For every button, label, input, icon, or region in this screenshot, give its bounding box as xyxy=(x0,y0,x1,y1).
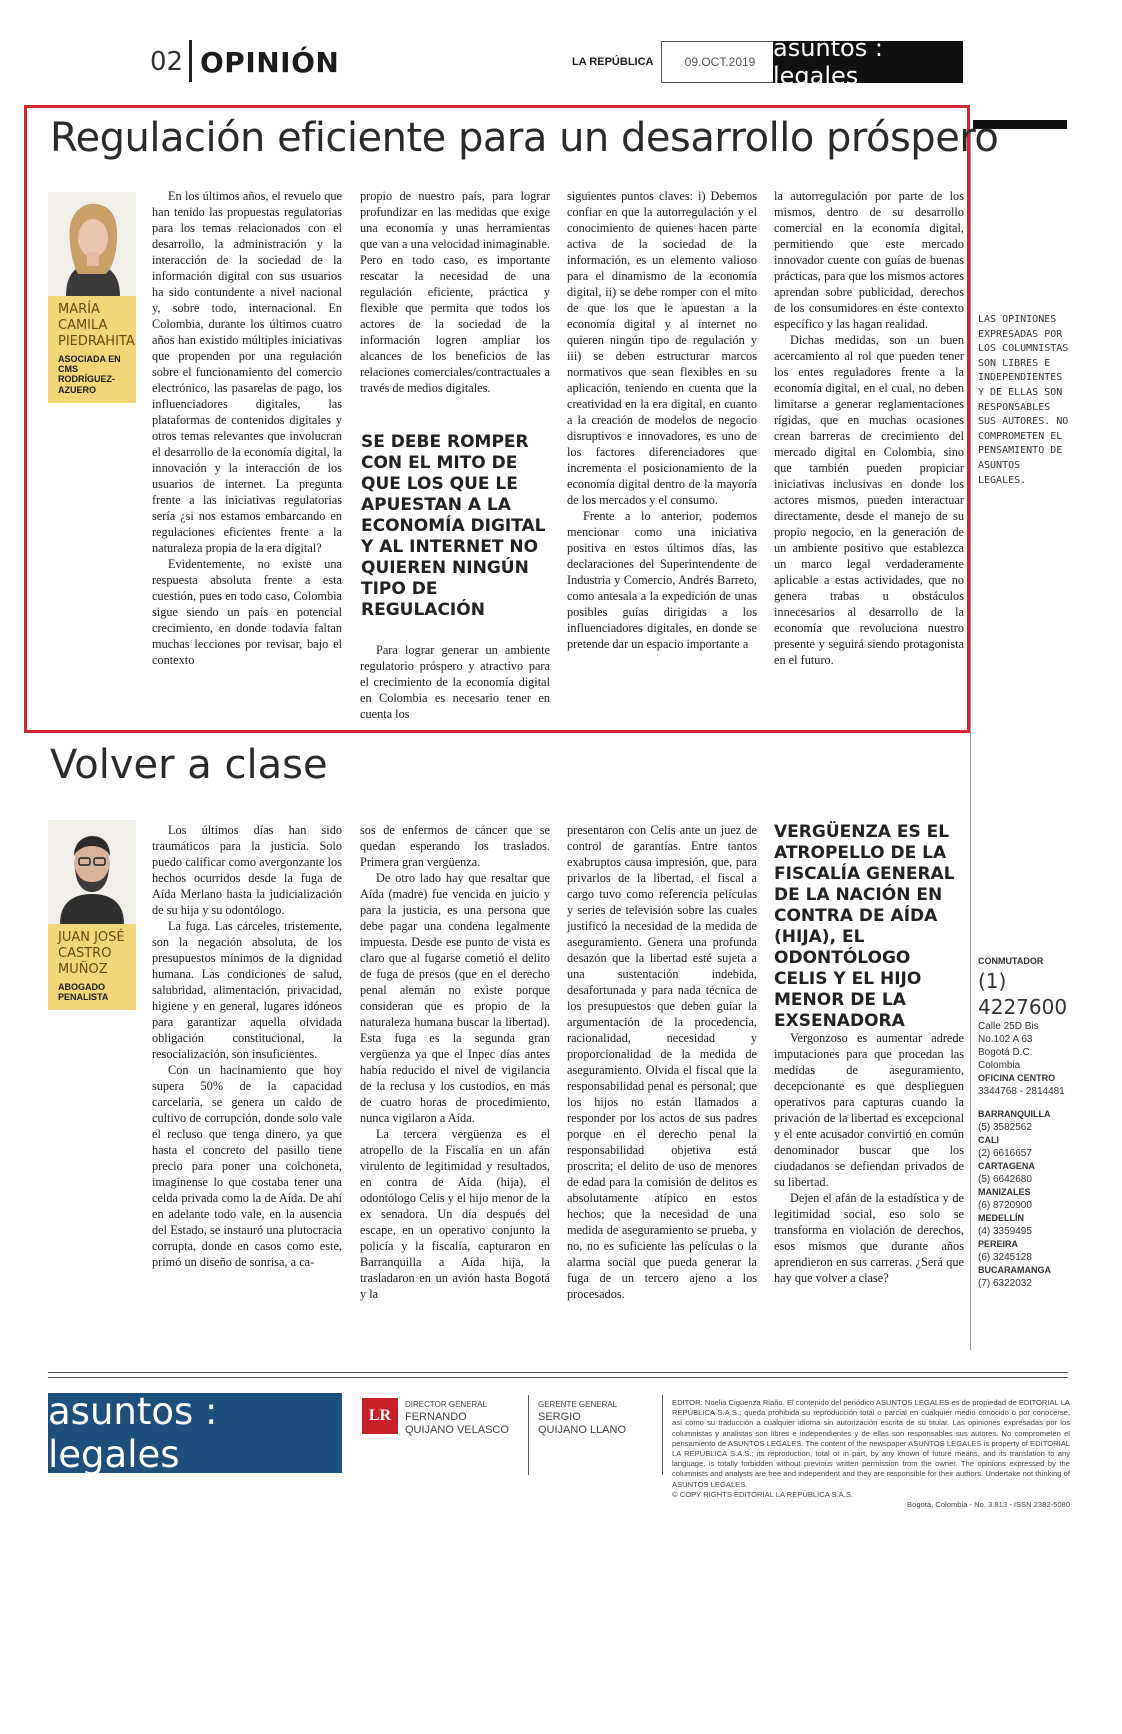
columnist-disclaimer: LAS OPINIONES EXPRESADAS POR LOS COLUMNISTAS SON LIBRES E INDEPENDIENTES Y DE ELLAS SON RESPONSABLES SUS AUTORES. NO COMPROMETEN EL PENSAMIENTO DE ASUNTOS LEGALES. xyxy=(978,314,1069,486)
paragraph: siguientes puntos claves: i) Debemos confiar en que la autorregulación y el conocimiento de quienes hacen parte activa de la sociedad de la información, es un elemento valioso para el dinamismo de la economía digital, ii) se debe romper con el mito de que los que le apuestan a la economía digital y al internet no quieren ningún tipo de regulación y iii) se deben estructurar marcos normativos que sean flexibles en su aplicación, teniendo en cuenta que la creatividad en la era digital, en cuanto a la creación de modelos de negocio disruptivos e innovadores, es uno de los factores diferenciadores que incrementa el posicionamiento de la economía digital dentro de la mayoría de los mercados y el consumo. xyxy=(567,189,757,507)
page-number: 02 xyxy=(150,47,184,77)
city-name: CALI xyxy=(978,1135,999,1145)
paragraph: Con un hacinamiento que hoy supera 50% de la capacidad carcelaria, se genera un caldo de cultivo de corrupción, donde solo vale el recluso que tenga dinero, ya que hasta el concreto del pasillo tiene precio para poner una colchoneta, imagínense lo que costaba tener una celda privada como la de Aída. De ahí en adelante todo vale, en la ausencia del Estado, se instauró una plutocracia corrupta, donde en casos como este, primó un diseño de sonrisa, a ca- xyxy=(152,1063,342,1269)
manager-name: SERGIO xyxy=(538,1411,581,1423)
imprint: Bogotá, Colombia - No. 3.813 - ISSN 2382-5080 xyxy=(907,1500,1070,1510)
paragraph: Dichas medidas, son un buen acercamiento al rol que pueden tener los entes reguladores frente a la economía digital, en el cual, no deben limitarse a generar reglamentaciones rígidas, que en muchas ocasiones crean barreras de crecimiento del mercado digital en Colombia, sino que también pueden propiciar iniciativas inclusivas en donde los actores mismos, pueden interactuar directamente, desde el manejo de su propio negocio, en la generación de un ambiente positivo que establezca un marco legal verdaderamente aplicable a estas actividades, que no genera trabas u obstáculos innecesarios al desarrollo de la economía que revoluciona nuestro presente y seguirá siendo protagonista en el futuro. xyxy=(774,333,964,667)
paragraph: De otro lado hay que resaltar que Aída (madre) fue vencida en juicio y para la justicia, es una persona que debe pagar una condena legalmente impuesta. Desde ese punto de vista es claro que al fugarse cometió el delito de fuga de presos (que en el derecho penal alemán no existe porque consideran que es propio de la naturaleza humana buscar la libertad). Esta fuga es la segunda gran vergüenza ya que el Inpec días antes había reducido el nivel de vigilancia de la reclusa y los custodios, en más de cuatro horas de procedimiento, nunca vigilaron a Aída. xyxy=(360,871,550,1125)
switchboard-number: (1) 4227600 xyxy=(978,969,1068,1019)
footer-rule xyxy=(48,1377,1068,1378)
city-phone: (4) 3359495 xyxy=(978,1226,1032,1237)
author2-photo xyxy=(48,820,136,924)
brand-logo: asuntos : legales xyxy=(773,41,963,83)
copyright: © COPY RIGHTS EDITORIAL LA REPÚBLICA S.A.S. xyxy=(672,1489,854,1499)
article2-column-2 xyxy=(360,822,550,1302)
legal-text: EDITOR: Noelia Cigüenza Riaño. El contenido del periódico ASUNTOS LEGALES es de propiedad de EDITORIAL LA REPÚBLICA S.A.S.; queda prohibida su reproducción total o parcial en cualquier medio conocido o por conocerse, así como su traducción a cualquier idioma sin autorización escrita de su titular. Las opiniones expresadas por los columnistas y analistas son libres e independientes y de ellas son responsables sus autores. No comprometen el pensamiento de ASUNTOS LEGALES. The content of the newspaper ASUNTOS LEGALES is property of EDITORIAL LA REPÚBLICA S.A.S.; its reproduction, total or in part, by any known of future means, and its translation to any language, is totally forbidden without previous written permission from the owner. The opinions expressed by the columnists and analysts are free and independent and they are responsible for their authors. Undertake not thinking of ASUNTOS LEGALES. xyxy=(672,1398,1070,1489)
city-name: MEDELLÍN xyxy=(978,1213,1024,1223)
city-phone: (6) 3245128 xyxy=(978,1252,1032,1263)
article1-column-4 xyxy=(774,188,964,668)
article2-column-1 xyxy=(152,822,342,1270)
address-line: Bogotá D.C. xyxy=(978,1047,1033,1058)
lr-logo: LR xyxy=(362,1398,398,1434)
article1-pullquote: SE DEBE ROMPER CON EL MITO DE QUE LOS QUE LE APUESTAN A LA ECONOMÍA DIGITAL Y AL INTERNET NO QUIEREN NINGÚN TIPO DE REGULACIÓN xyxy=(361,432,546,620)
director-name: QUIJANO VELASCO xyxy=(405,1424,509,1436)
city-name: PEREIRA xyxy=(978,1239,1019,1249)
article2-column-4 xyxy=(774,1030,964,1286)
switchboard-label: CONMUTADOR xyxy=(978,956,1044,966)
footer-rule xyxy=(48,1372,1068,1373)
author2-role: ABOGADO PENALISTA xyxy=(58,981,109,1002)
paragraph: Para lograr generar un ambiente regulatorio próspero y atractivo para el crecimiento de la economía digital en Colombia es necesario tener en cuenta los xyxy=(360,643,550,721)
issue-date: 09.OCT.2019 xyxy=(661,41,779,83)
footer-divider xyxy=(662,1395,663,1475)
paragraph: Los últimos días han sido traumáticos para la justicia. Solo puedo calificar como avergonzante los hechos ocurridos desde la fuga de Aída Merlano hasta la judicialización de su hija y su odontólogo. xyxy=(152,823,342,917)
city-phone: (5) 6642680 xyxy=(978,1174,1032,1185)
paragraph: La tercera vergüenza es el atropello de la Fiscalía en un afán virulento de legitimidad y resultados, en contra de Aída (hija), el odontólogo Celis y el hijo menor de la ex senadora. Un día después del escape, en un operativo conjunto la policía y la fiscalía, capturaron en Barranquilla a Aída hija, la trasladaron en un avión hasta Bogotá y la xyxy=(360,1127,550,1301)
author2-name: JUAN JOSÉ CASTRO MUÑOZ xyxy=(58,930,125,977)
author2-byline xyxy=(48,820,136,1010)
address-line: No.102 A 63 xyxy=(978,1034,1033,1045)
director-name: FERNANDO xyxy=(405,1411,467,1423)
city-phone: (5) 3582562 xyxy=(978,1122,1032,1133)
director-credit xyxy=(405,1398,509,1437)
manager-role: GERENTE GENERAL xyxy=(538,1400,618,1409)
paragraph: propio de nuestro país, para lograr profundizar en las medidas que exige una economía y unas herramientas que van a una velocidad inimaginable. Pero en todo caso, es importante rescatar la necesidad de una regulación eficiente, práctica y flexible que permita que todos los actores de la sociedad de la información logren ampliar los alcances de los beneficios de las relaciones comerciales/contractuales a través de medios digitales. xyxy=(360,189,550,395)
paragraph: presentaron con Celis ante un juez de control de garantías. Entre tantos exabruptos causa impresión, que, para privarlos de la libertad, el fiscal a cargo tuvo como referencia películas y series de televisión sobre las cuales justificó la necesidad de la medida de aseguramiento. Genera una profunda desazón que la libertad esté sujeta a una sustentación indebida, desafortunada y para nada técnica de los presupuestos que deben guiar la argumentación de la procedencia, racionalidad, necesidad y proporcionalidad de la medida de aseguramiento. Olvida el fiscal que la responsabilidad penal es personal; que los hijos no están llamados a responder por los actos de sus padres porque en el derecho penal la responsabilidad objetiva está proscrita; el delito de uso de menores de edad para la comisión de delitos es absolutamente atípico en estos hechos; que la necesidad de una medida de aseguramiento se prueba, y no, no es suficiente las películas o la alarma social que pueda generar la fuga de un tercero ajeno a los procesados. xyxy=(567,823,757,1301)
city-name: CARTAGENA xyxy=(978,1161,1035,1171)
header-divider xyxy=(189,40,192,82)
paragraph: Evidentemente, no existe una respuesta absoluta frente a esta cuestión, pues en todo caso, Colombia sigue siendo un país en potencial crecimiento, en donde todavía faltan muchas lecciones por revisar, bajo el contexto xyxy=(152,557,342,667)
city-name: BUCARAMANGA xyxy=(978,1265,1051,1275)
article1-column-3 xyxy=(567,188,757,652)
city-phone: (7) 6322032 xyxy=(978,1278,1032,1289)
city-phone: (2) 6616657 xyxy=(978,1148,1032,1159)
paragraph: sos de enfermos de cáncer que se quedan esperando los traslados. Primera gran vergüenza. xyxy=(360,823,550,869)
newspaper-name: LA REPÚBLICA xyxy=(572,56,654,68)
central-office-label: OFICINA CENTRO xyxy=(978,1073,1056,1083)
central-office-phone: 3344768 - 2814481 xyxy=(978,1086,1065,1097)
paragraph: Vergonzoso es aumentar adrede imputaciones para que procedan las medidas de aseguramiento, decepcionante es que desplieguen operativos para capturas cuando la privación de la libertad es excepcional y el ente acusador convirtió en común denominador buscar que los ciudadanos se defiendan privados de su libertad. xyxy=(774,1031,964,1189)
footer-brand-logo: asuntos : legales xyxy=(48,1393,342,1473)
manager-credit xyxy=(538,1398,626,1437)
paragraph: la autorregulación por parte de los mismos, dentro de su desarrollo comercial en la economía digital, permitiendo que este mercado innovador cuente con guías de buenas prácticas, para que los mismos actores aprendan sobre publicidad, derechos de los consumidores en éste contexto específico y las hagan realidad. xyxy=(774,189,964,331)
paragraph: En los últimos años, el revuelo que han tenido las propuestas regulatorias para los temas relacionados con el desarrollo, la administración y la interacción de la sociedad de la información digital con sus usuarios ha sido contundente a nivel nacional y, sobre todo, internacional. En Colombia, durante los últimos cuatro años han existido múltiples iniciativas que propenden por una regulación sobre el funcionamiento del comercio electrónico, las pasarelas de pago, los influenciadores digitales, las plataformas de contenidos digitales y otros temas relevantes que involucran el desarrollo de la economía digital, la innovación y la interacción de los usuarios de internet. La pregunta frente a las iniciativas regulatorias sería ¿si nos estamos embarcando en regulaciones eficientes frente a la naturaleza propia de la era digital? xyxy=(152,189,342,555)
article1-column-1 xyxy=(152,188,342,668)
author1-role: ASOCIADA EN CMS RODRÍGUEZ-AZUERO xyxy=(58,353,121,395)
city-name: MANIZALES xyxy=(978,1187,1031,1197)
article1-column-2b xyxy=(360,642,550,722)
paragraph: Dejen el afán de la estadística y de legitimidad social, eso solo se transforma en violación de derechos, esos mismos que durante años aprendieron en sus carreras. ¿Será que hay que volver a clase? xyxy=(774,1191,964,1285)
article1-title: Regulación eficiente para un desarrollo próspero xyxy=(50,115,999,161)
legal-notice xyxy=(672,1398,1070,1510)
section-title: OPINIÓN xyxy=(200,46,340,79)
manager-name: QUIJANO LLANO xyxy=(538,1424,627,1436)
director-role: DIRECTOR GENERAL xyxy=(405,1400,488,1409)
paragraph: Frente a lo anterior, podemos mencionar como una iniciativa positiva en estos últimos días, las declaraciones del Superintendente de Industria y Comercio, Andrés Barreto, como antesala a la expedición de unas posibles guías dirigidas a los influenciadores digitales, en donde se pretende dar un espacio importante a xyxy=(567,509,757,651)
city-name: BARRANQUILLA xyxy=(978,1109,1051,1119)
article2-pullquote: VERGÜENZA ES EL ATROPELLO DE LA FISCALÍA GENERAL DE LA NACIÓN EN CONTRA DE AÍDA (HIJA), EL ODONTÓLOGO CELIS Y EL HIJO MENOR DE LA EXSENADORA xyxy=(774,822,955,1031)
contact-info xyxy=(978,955,1078,1290)
address-line: Calle 25D Bis xyxy=(978,1021,1039,1032)
article2-column-3 xyxy=(567,822,757,1302)
author1-photo xyxy=(48,192,136,296)
paragraph: La fuga. Las cárceles, tristemente, son la negación absoluta, de los presupuestos mínimos de la dignidad humana. Las condiciones de salud, salubridad, alimentación, privacidad, higiene y en general, lugares idóneos para garantizar aquella olvidada obligación constitucional, la resocialización, son insuficientes. xyxy=(152,919,342,1061)
city-phone: (6) 8720900 xyxy=(978,1200,1032,1211)
address-line: Colombia xyxy=(978,1060,1021,1071)
author1-byline xyxy=(48,192,136,403)
article1-column-2 xyxy=(360,188,550,396)
side-rule xyxy=(970,130,971,1350)
author1-name: MARÍA CAMILA PIEDRAHITA xyxy=(58,302,135,349)
footer-divider xyxy=(528,1395,529,1475)
article2-title: Volver a clase xyxy=(50,742,328,788)
